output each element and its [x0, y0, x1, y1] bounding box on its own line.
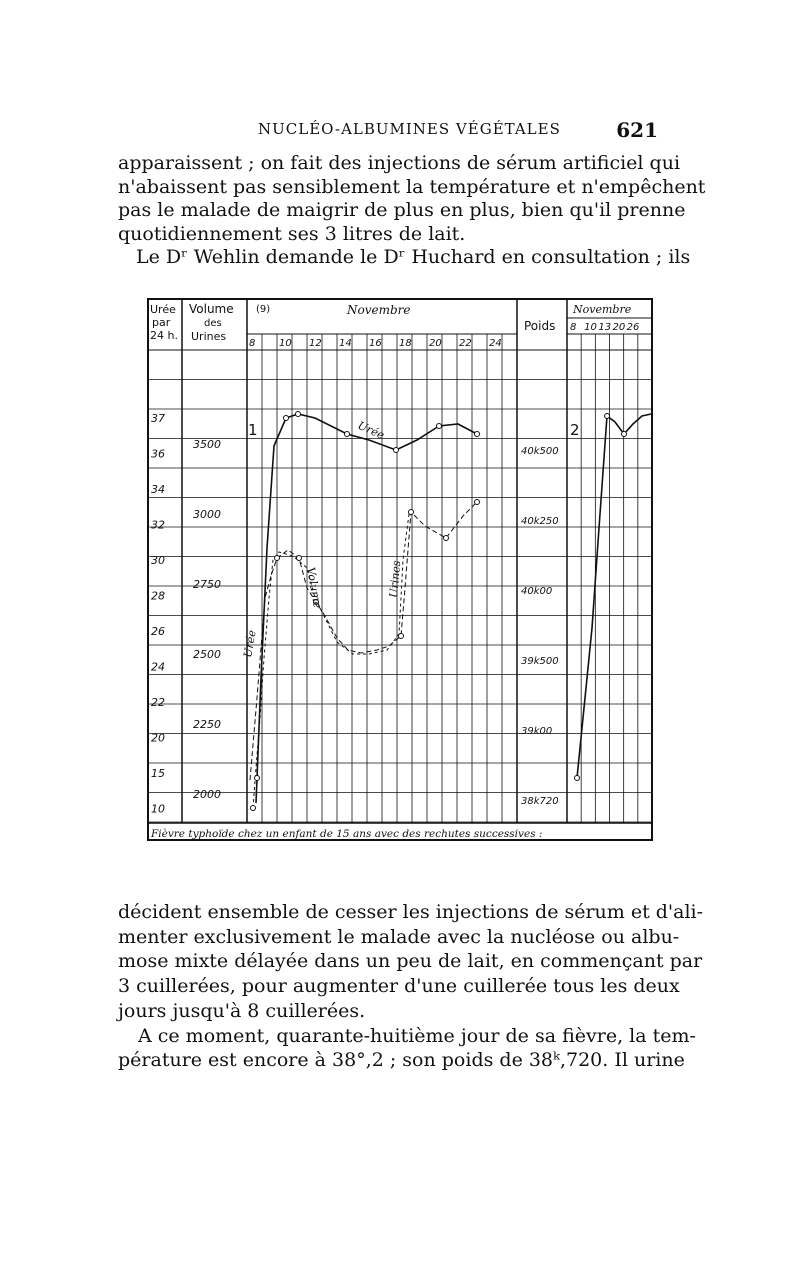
- uree-tick-label: 10: [151, 802, 165, 816]
- text-line: quotidiennement ses 3 litres de lait.: [118, 222, 466, 245]
- uree-scale: [151, 412, 165, 816]
- running-title: NUCLÉO-ALBUMINES VÉGÉTALES: [258, 120, 561, 138]
- curve-label-uree-left: Urée: [241, 629, 259, 659]
- day-label: 13: [598, 322, 612, 333]
- day-label: 20: [429, 338, 442, 349]
- volume-tick-label: 2500: [193, 648, 221, 661]
- curve-label-urines: Urines: [387, 559, 404, 599]
- day-labels-1: [249, 338, 502, 349]
- uree-tick-label: 30: [151, 554, 165, 567]
- weight-curve-1: [256, 414, 477, 803]
- curve-label-uree-top: Urée: [355, 418, 387, 442]
- uree-tick-label: 28: [151, 589, 165, 603]
- text-line: n'abaissent pas sensiblement la température et n'empêchent: [118, 175, 706, 198]
- volume-tick-label: 3000: [193, 508, 221, 521]
- poids-tick-label: 40k250: [521, 516, 559, 527]
- day-label: 10: [279, 338, 292, 349]
- fever-chart-figure: [147, 298, 655, 846]
- weight-curve-2: [577, 414, 651, 778]
- day-label: 8: [249, 338, 256, 349]
- day-label: 26: [626, 322, 640, 333]
- period-marker-2: 2: [570, 421, 580, 439]
- paragraph-bottom: [118, 900, 704, 1073]
- poids-tick-label: 38k720: [521, 796, 559, 807]
- text-line: pas le malade de maigrir de plus en plus, bien qu'il prenne: [118, 199, 686, 221]
- uree-curve: [250, 502, 477, 780]
- day-label: 20: [612, 322, 626, 333]
- month-label-2: Novembre: [573, 303, 632, 316]
- uree-tick-label: 22: [151, 696, 165, 709]
- text-line: menter exclusivement le malade avec la nucléose ou albu-: [118, 925, 680, 948]
- text-line: pérature est encore à 38°,2 ; son poids de 38ᵏ,720. Il urine: [118, 1049, 685, 1072]
- volume-tick-label: 3500: [193, 438, 221, 451]
- fever-chart: [147, 298, 655, 846]
- month-label-1: Novembre: [347, 303, 411, 317]
- curve-label-volume: Volume: [304, 566, 324, 610]
- marker-left: (9): [256, 304, 271, 315]
- volume-header-2: des: [204, 318, 222, 329]
- uree-tick-label: 20: [151, 731, 165, 745]
- poids-scale: [521, 446, 559, 807]
- volume-header-1: Volume: [189, 302, 234, 316]
- chart-curves: [250, 414, 651, 808]
- period-marker-1: 1: [248, 421, 258, 439]
- uree-tick-label: 15: [151, 767, 165, 780]
- uree-tick-label: 34: [151, 483, 165, 496]
- day-label: 24: [489, 338, 502, 349]
- poids-tick-label: 39k500: [521, 656, 559, 667]
- page-number: 621: [616, 118, 658, 142]
- volume-tick-label: 2250: [193, 718, 221, 731]
- paragraph-top: [118, 152, 706, 270]
- poids-tick-label: 40k500: [521, 446, 559, 457]
- text-line: A ce moment, quarante-huitième jour de sa fièvre, la tem-: [138, 1024, 696, 1047]
- day-label: 22: [459, 338, 472, 349]
- uree-tick-label: 24: [151, 660, 165, 674]
- day-label: 16: [369, 338, 382, 349]
- text-line: décident ensemble de cesser les injections de sérum et d'ali-: [118, 901, 704, 923]
- uree-tick-label: 36: [151, 447, 165, 461]
- volume-header-3: Urines: [191, 330, 227, 343]
- column-headers: [150, 302, 632, 343]
- uree-tick-label: 37: [151, 412, 165, 425]
- text-line: apparaissent ; on fait des injections de sérum artificiel qui: [118, 152, 681, 174]
- text-line: mose mixte délayée dans un peu de lait, en commençant par: [118, 950, 703, 973]
- volume-scale: [193, 438, 221, 801]
- day-label: 14: [339, 338, 352, 349]
- poids-tick-label: 39k00: [521, 726, 553, 737]
- day-labels-2: [570, 322, 639, 333]
- day-label: 8: [570, 322, 577, 333]
- text-line: Le Dʳ Wehlin demande le Dʳ Huchard en consultation ; ils: [136, 246, 691, 268]
- uree-header-1: Urée: [150, 303, 176, 316]
- poids-tick-label: 40k00: [521, 586, 553, 597]
- day-label: 18: [399, 338, 412, 349]
- text-line: jours jusqu'à 8 cuillerées.: [118, 999, 366, 1022]
- page-header: [118, 118, 658, 142]
- period-markers: [248, 421, 580, 439]
- volume-tick-label: 2750: [193, 578, 221, 591]
- poids-header: Poids: [524, 319, 556, 333]
- day-label: 12: [309, 338, 322, 349]
- text-line: 3 cuillerées, pour augmenter d'une cuillerée tous les deux: [118, 975, 680, 998]
- uree-tick-label: 32: [151, 518, 165, 532]
- uree-tick-label: 26: [151, 625, 165, 638]
- day-label: 10: [584, 322, 597, 333]
- chart-caption: Fièvre typhoïde chez un enfant de 15 ans avec des rechutes successives :: [151, 828, 543, 840]
- uree-header-2: par: [152, 316, 171, 329]
- uree-header-3: 24 h.: [150, 329, 178, 342]
- volume-tick-label: 2000: [193, 788, 221, 801]
